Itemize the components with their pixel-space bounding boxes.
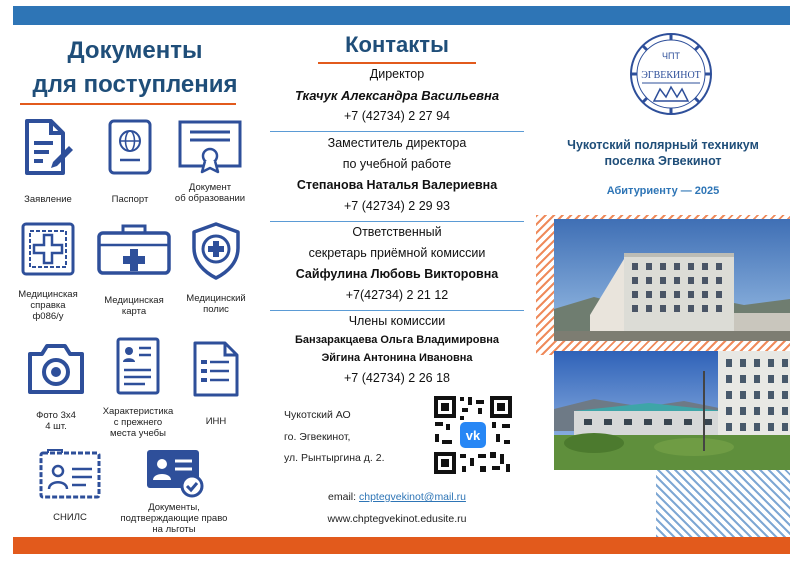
doc-label: СНИЛС — [53, 512, 87, 523]
institution-panel — [536, 25, 790, 537]
institution-name-line2: поселка Эгвекинот — [604, 154, 722, 168]
deputy-role-line1: Заместитель директора — [327, 136, 467, 150]
secretary-role-line2: секретарь приёмной комиссии — [308, 246, 486, 260]
logo-abbreviation: ЧПТ — [662, 51, 680, 61]
doc-label: Медицинский полис — [186, 293, 246, 315]
campus-summer-photo — [554, 351, 790, 470]
snils-card-icon — [38, 447, 102, 501]
applicant-year-tagline: Абитуриенту — 2025 — [606, 185, 720, 197]
director-role: Директор — [369, 67, 425, 81]
vk-qr-code-icon[interactable] — [432, 394, 514, 476]
medical-certificate-icon — [20, 221, 76, 277]
documents-title-line2: для поступления — [32, 71, 238, 98]
email-label: email: — [328, 491, 357, 503]
institution-name — [536, 137, 790, 169]
medical-shield-icon — [189, 221, 243, 281]
bottom-color-bar — [13, 537, 790, 554]
doc-passport — [88, 118, 172, 205]
divider — [270, 310, 524, 311]
address-street: ул. Рынтыргина д. 2. — [284, 452, 385, 464]
inn-document-icon — [191, 340, 241, 398]
passport-icon — [107, 118, 153, 176]
secretary-role-line1: Ответственный — [352, 225, 442, 239]
doc-label: ИНН — [205, 416, 227, 427]
director-name: Ткачук Александра Васильевна — [294, 88, 500, 103]
doc-medical-certificate — [6, 221, 90, 322]
deputy-phone[interactable]: +7 (42734) 2 29 93 — [344, 199, 450, 213]
email-link[interactable]: chptegvekinot@mail.ru — [358, 491, 466, 503]
contacts-title-underline — [318, 62, 476, 64]
divider — [270, 131, 524, 132]
college-building-photo — [554, 219, 790, 341]
secretary-name: Сайфулина Любовь Викторовна — [295, 267, 499, 281]
doc-medical-card — [92, 221, 176, 317]
doc-label: Медицинская справка ф086/у — [18, 289, 78, 322]
doc-label: Заявление — [24, 194, 72, 205]
doc-label: Документы, подтверждающие право на льготы — [120, 502, 228, 535]
email-line — [268, 491, 526, 503]
contacts-panel — [268, 0, 526, 566]
profile-document-icon — [115, 336, 161, 396]
doc-photo — [14, 340, 98, 432]
doc-label: Фото 3х4 4 шт. — [36, 410, 76, 432]
doc-snils — [28, 447, 112, 523]
documents-title-line1: Документы — [67, 37, 203, 64]
medical-kit-icon — [96, 221, 172, 277]
address-city: го. Эгвекинот, — [284, 431, 351, 443]
doc-character-reference — [96, 336, 180, 439]
doc-label: Медицинская карта — [104, 295, 164, 317]
member-name: Эйгина Антонина Ивановна — [321, 352, 473, 364]
doc-inn — [174, 340, 258, 427]
diploma-icon — [178, 118, 242, 174]
doc-label: Характеристика с прежнего места учебы — [102, 406, 174, 439]
members-phone[interactable]: +7 (42734) 2 26 18 — [344, 371, 450, 385]
documents-panel — [0, 0, 260, 566]
doc-medical-policy — [174, 221, 258, 315]
deputy-name: Степанова Наталья Валериевна — [296, 178, 498, 192]
deputy-role-line2: по учебной работе — [342, 157, 452, 171]
application-form-icon — [21, 118, 75, 178]
doc-label: Документ об образовании — [174, 182, 246, 204]
title-underline — [20, 103, 236, 105]
secretary-phone[interactable]: +7(42734) 2 21 12 — [345, 288, 449, 302]
logo-wordmark: ЭГВЕКИНОТ — [641, 70, 701, 81]
doc-label: Паспорт — [111, 194, 149, 205]
contacts-title: Контакты — [345, 32, 449, 57]
website-link[interactable]: www.chptegvekinot.edusite.ru — [327, 513, 467, 525]
doc-benefits — [114, 447, 234, 535]
benefits-id-icon — [144, 447, 204, 499]
divider — [270, 221, 524, 222]
doc-application — [6, 118, 90, 205]
director-phone[interactable]: +7 (42734) 2 27 94 — [344, 109, 450, 123]
institution-name-line1: Чукотский полярный техникум — [567, 138, 759, 152]
members-role: Члены комиссии — [348, 314, 446, 328]
member-name: Банзаракцаева Ольга Владимировна — [295, 334, 499, 346]
camera-icon — [24, 340, 88, 398]
doc-education — [168, 118, 252, 204]
college-logo — [628, 31, 714, 117]
address-region: Чукотский АО — [284, 409, 351, 421]
svg-text:vk: vk — [465, 428, 481, 443]
